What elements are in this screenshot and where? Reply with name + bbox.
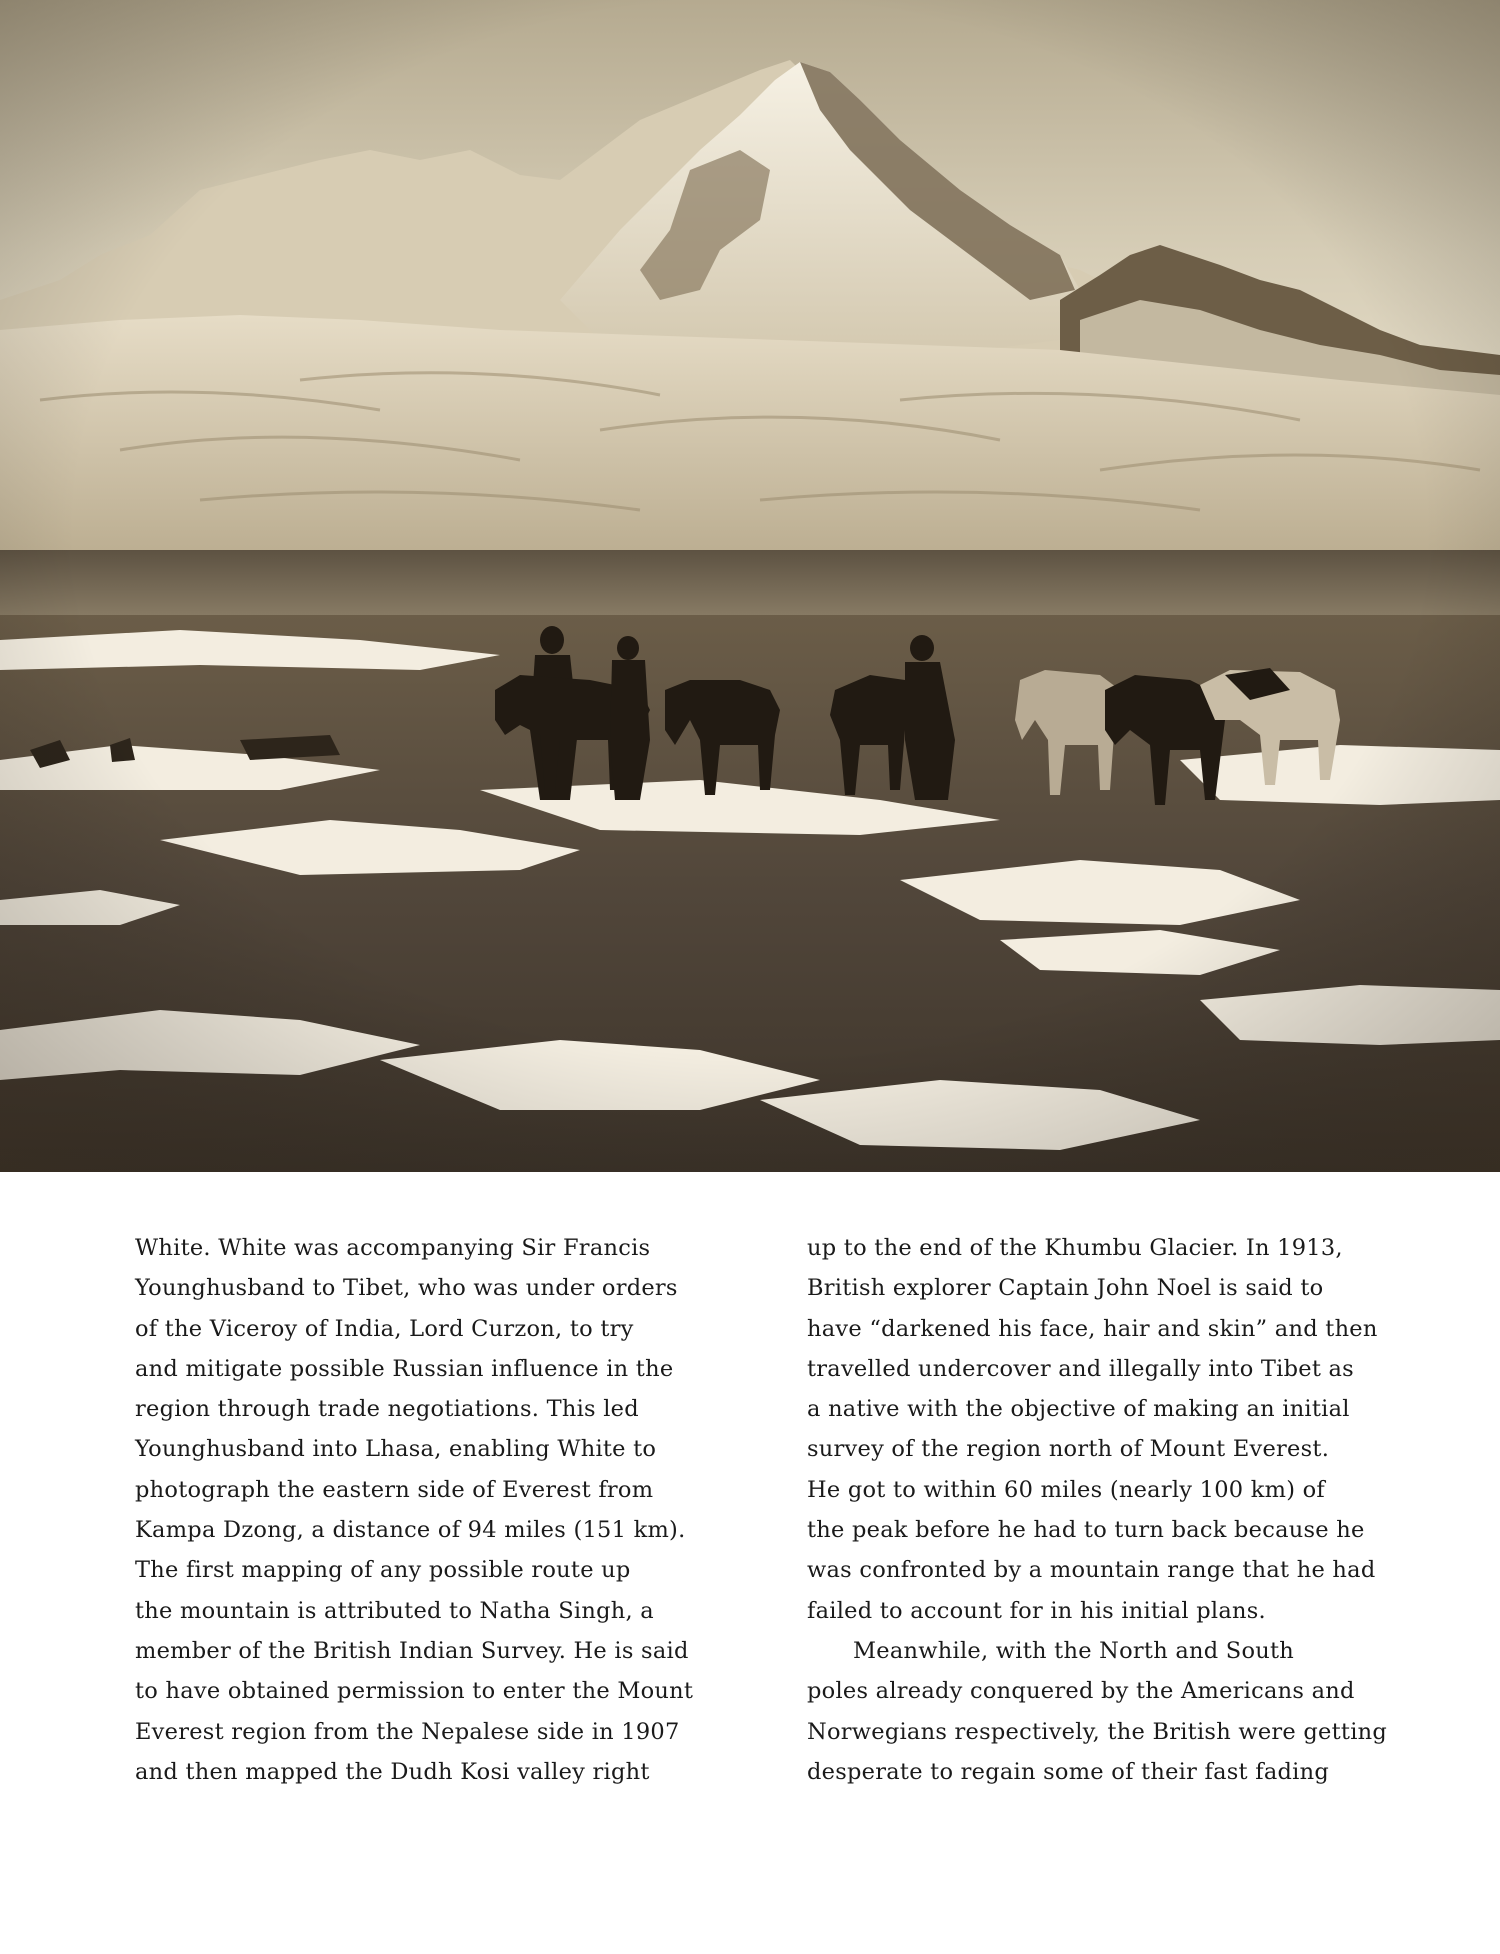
body-text <box>0 1228 1500 1828</box>
text-line: travelled undercover and illegally into Tibet as <box>807 1355 1354 1382</box>
text-line: survey of the region north of Mount Everest. <box>807 1436 1330 1463</box>
text-line: The first mapping of any possible route up <box>135 1557 631 1584</box>
text-line: British explorer Captain John Noel is said to <box>807 1275 1324 1302</box>
text-line: the mountain is attributed to Natha Singh, a <box>135 1597 654 1624</box>
text-line: Everest region from the Nepalese side in 1907 <box>135 1718 680 1745</box>
text-line-paragraph-start: Meanwhile, with the North and South <box>853 1637 1295 1664</box>
text-line: Younghusband to Tibet, who was under orders <box>135 1275 678 1302</box>
text-line: and then mapped the Dudh Kosi valley right <box>135 1758 650 1785</box>
text-line: region through trade negotiations. This led <box>135 1396 639 1423</box>
text-line: the peak before he had to turn back because he <box>807 1517 1365 1544</box>
text-line: failed to account for in his initial plans. <box>807 1597 1266 1624</box>
text-line: of the Viceroy of India, Lord Curzon, to try <box>135 1315 634 1342</box>
text-line: Kampa Dzong, a distance of 94 miles (151 km). <box>135 1517 686 1544</box>
text-column-right <box>807 1228 1417 1792</box>
text-line: was confronted by a mountain range that he had <box>807 1557 1376 1584</box>
text-line: White. White was accompanying Sir Francis <box>135 1235 651 1261</box>
text-line: have “darkened his face, hair and skin” and then <box>807 1315 1378 1342</box>
text-line: and mitigate possible Russian influence in the <box>135 1355 674 1382</box>
text-line: a native with the objective of making an initial <box>807 1396 1350 1423</box>
text-line: Younghusband into Lhasa, enabling White to <box>135 1436 657 1463</box>
text-line: He got to within 60 miles (nearly 100 km) of <box>807 1476 1326 1503</box>
text-line: up to the end of the Khumbu Glacier. In 1913, <box>807 1235 1343 1261</box>
text-line: to have obtained permission to enter the Mount <box>135 1678 694 1705</box>
text-line: Norwegians respectively, the British were getting <box>807 1718 1388 1745</box>
text-line: desperate to regain some of their fast fading <box>807 1758 1329 1785</box>
text-line: photograph the eastern side of Everest from <box>135 1476 654 1503</box>
text-line: poles already conquered by the Americans and <box>807 1678 1355 1705</box>
text-column-left <box>135 1228 745 1792</box>
text-line: member of the British Indian Survey. He is said <box>135 1637 689 1664</box>
